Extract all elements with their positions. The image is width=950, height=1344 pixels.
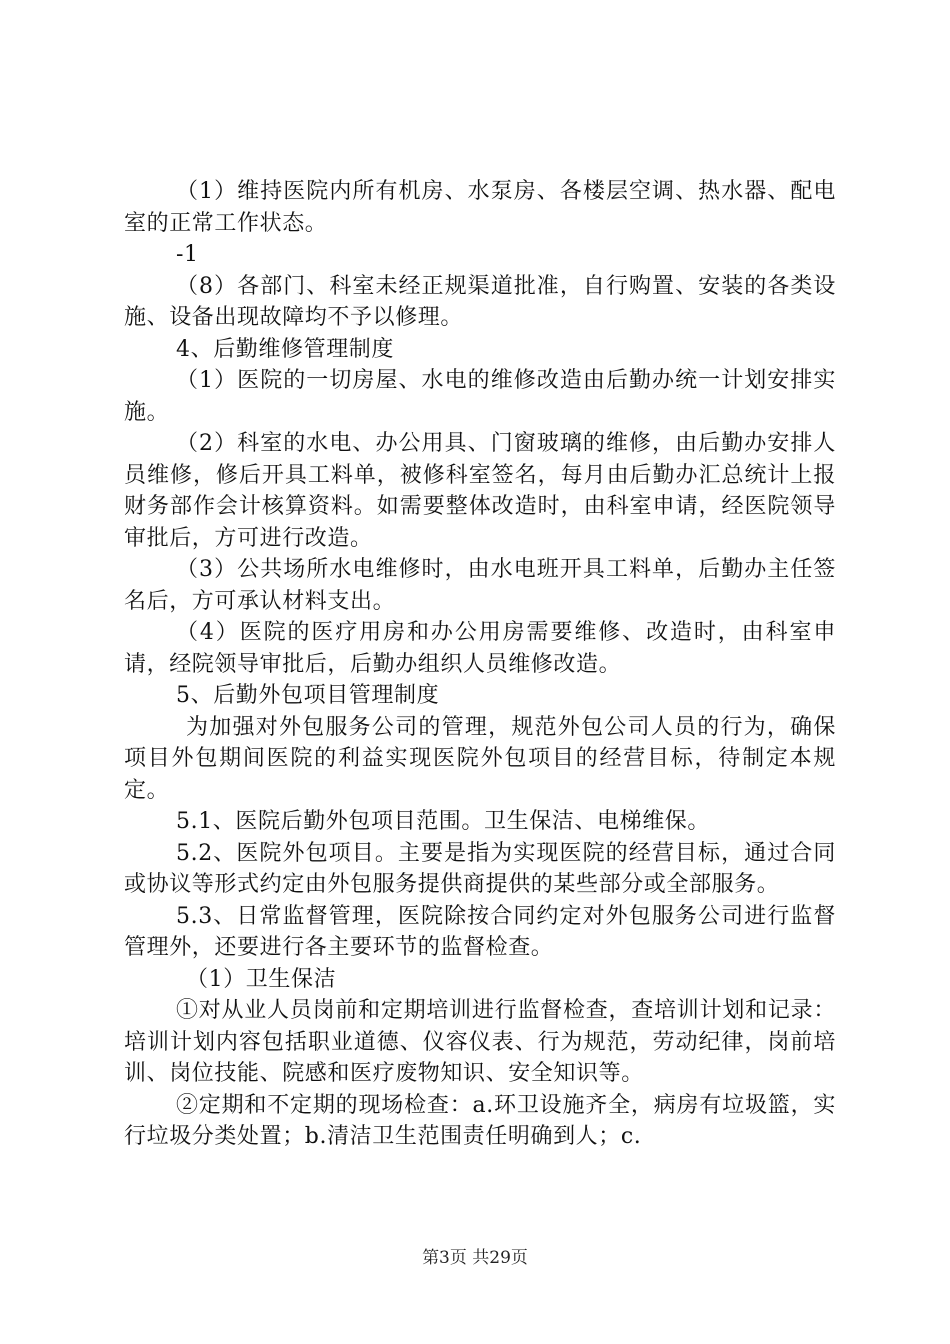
paragraph: 为加强对外包服务公司的管理，规范外包公司人员的行为，确保项目外包期间医院的利益实现医院外包项目的经营目标，待制定本规定。 [124,714,836,803]
section-heading: 5、后勤外包项目管理制度 [176,683,440,708]
paragraph: ②定期和不定期的现场检查：a.环卫设施齐全，病房有垃圾篮，实行垃圾分类处置；b.清洁卫生范围责任明确到人；c. [124,1092,836,1149]
subsection-heading: （1）卫生保洁 [186,966,337,992]
paragraph: （8）各部门、科室未经正规渠道批准，自行购置、安装的各类设施、设备出现故障均不予以修理。 [124,273,836,330]
paragraph: （3）公共场所水电维修时，由水电班开具工料单，后勤办主任签名后，方可承认材料支出。 [124,557,836,614]
paragraph: -1 [176,242,199,267]
paragraph: ①对从业人员岗前和定期培训进行监督检查，查培训计划和记录：培训计划内容包括职业道德、仪容仪表、行为规范，劳动纪律，岗前培训、岗位技能、院感和医疗废物知识、安全知识等。 [124,998,836,1086]
document-body [124,176,836,1153]
paragraph: （1）医院的一切房屋、水电的维修改造由后勤办统一计划安排实施。 [124,368,836,425]
paragraph: 5.2、医院外包项目。主要是指为实现医院的经营目标，通过合同或协议等形式约定由外包服务提供商提供的某些部分或全部服务。 [124,840,836,897]
paragraph: （4）医院的医疗用房和办公用房需要维修、改造时，由科室申请，经院领导审批后，后勤办组织人员维修改造。 [124,620,836,677]
paragraph: （2）科室的水电、办公用具、门窗玻璃的维修，由后勤办安排人员维修，修后开具工料单，被修科室签名，每月由后勤办汇总统计上报财务部作会计核算资料。如需要整体改造时，由科室申请，经医院领导审批后，方可进行改造。 [124,431,836,551]
paragraph: （1）维持医院内所有机房、水泵房、各楼层空调、热水器、配电室的正常工作状态。 [124,179,836,236]
section-heading: 4、后勤维修管理制度 [176,336,394,362]
page-number-footer: 第3页 共29页 [422,1248,528,1268]
paragraph: 5.3、日常监督管理，医院除按合同约定对外包服务公司进行监督管理外，还要进行各主要环节的监督检查。 [124,903,836,960]
paragraph: 5.1、医院后勤外包项目范围。卫生保洁、电梯维保。 [176,809,710,834]
